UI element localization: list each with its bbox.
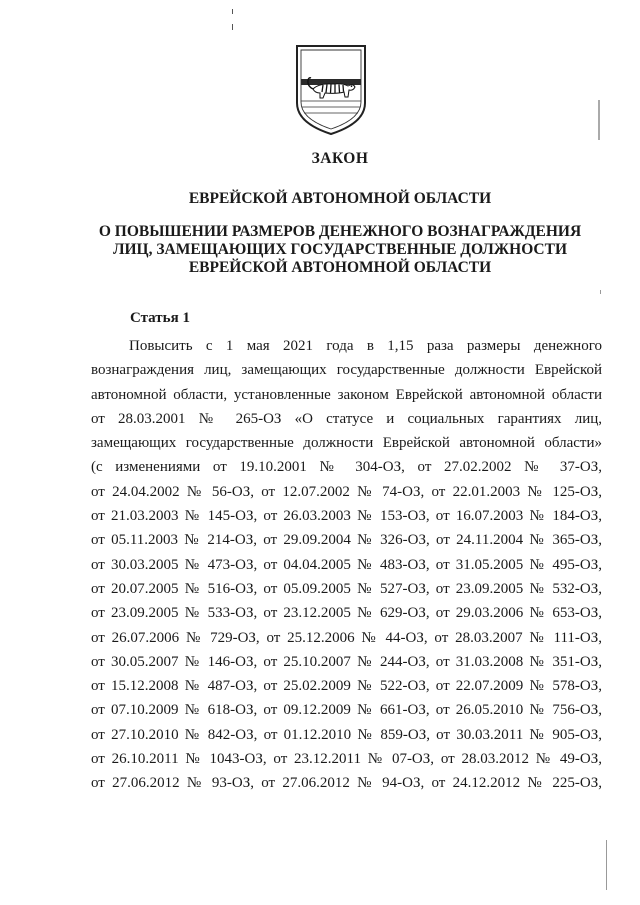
region-title: ЕВРЕЙСКОЙ АВТОНОМНОЙ ОБЛАСТИ xyxy=(188,190,492,207)
body-line: вознаграждения лиц, замещающих государственные должности Еврейской xyxy=(91,362,602,379)
body-line: от 15.12.2008 № 487-ОЗ, от 25.02.2009 № 522-ОЗ, от 22.07.2009 № 578-ОЗ, xyxy=(91,678,602,695)
subject-line: О ПОВЫШЕНИИ РАЗМЕРОВ ДЕНЕЖНОГО ВОЗНАГРАЖДЕНИЯ xyxy=(98,223,582,240)
subject-line: ЛИЦ, ЗАМЕЩАЮЩИХ ГОСУДАРСТВЕННЫЕ ДОЛЖНОСТИ xyxy=(112,241,568,258)
body-line: от 30.05.2007 № 146-ОЗ, от 25.10.2007 № 244-ОЗ, от 31.03.2008 № 351-ОЗ, xyxy=(91,653,602,670)
scan-artifact xyxy=(232,9,233,14)
body-line: от 27.10.2010 № 842-ОЗ, от 01.12.2010 № 859-ОЗ, от 30.03.2011 № 905-ОЗ, xyxy=(91,726,602,743)
body-line: Повысить с 1 мая 2021 года в 1,15 раза размеры денежного xyxy=(129,338,602,354)
body-line: от 30.03.2005 № 473-ОЗ, от 04.04.2005 № 483-ОЗ, от 31.05.2005 № 495-ОЗ, xyxy=(91,556,602,573)
body-line: от 26.10.2011 № 1043-ОЗ, от 23.12.2011 № 07-ОЗ, от 28.03.2012 № 49-ОЗ, xyxy=(91,751,602,768)
body-line: от 20.07.2005 № 516-ОЗ, от 05.09.2005 № 527-ОЗ, от 23.09.2005 № 532-ОЗ, xyxy=(91,580,602,597)
scan-artifact xyxy=(600,290,601,294)
body-line: от 07.10.2009 № 618-ОЗ, от 09.12.2009 № 661-ОЗ, от 26.05.2010 № 756-ОЗ, xyxy=(91,702,602,719)
coat-of-arms-tiger-icon xyxy=(293,43,369,137)
body-line: автономной области, установленные законом Еврейской автономной области xyxy=(91,386,602,403)
body-line: от 21.03.2003 № 145-ОЗ, от 26.03.2003 № 153-ОЗ, от 16.07.2003 № 184-ОЗ, xyxy=(91,508,602,525)
body-line: (с изменениями от 19.10.2001 № 304-ОЗ, от 27.02.2002 № 37-ОЗ, xyxy=(91,459,602,476)
scan-artifact xyxy=(232,24,233,30)
body-line: от 26.07.2006 № 729-ОЗ, от 25.12.2006 № 44-ОЗ, от 28.03.2007 № 111-ОЗ, xyxy=(91,629,602,646)
law-subject-title xyxy=(60,223,620,277)
scan-artifact xyxy=(598,100,600,140)
body-line: от 27.06.2012 № 93-ОЗ, от 27.06.2012 № 94-ОЗ, от 24.12.2012 № 225-ОЗ, xyxy=(91,775,602,792)
article-heading: Статья 1 xyxy=(130,310,190,326)
body-line: от 28.03.2001 № 265-ОЗ «О статусе и социальных гарантиях лиц, xyxy=(91,410,602,427)
body-line: от 24.04.2002 № 56-ОЗ, от 12.07.2002 № 74-ОЗ, от 22.01.2003 № 125-ОЗ, xyxy=(91,483,602,500)
body-line: от 05.11.2003 № 214-ОЗ, от 29.09.2004 № 326-ОЗ, от 24.11.2004 № 365-ОЗ, xyxy=(91,532,602,549)
article-body xyxy=(91,334,602,796)
scan-artifact xyxy=(606,840,607,890)
body-line: замещающих государственные должности Еврейской автономной области» xyxy=(91,435,602,452)
law-label: ЗАКОН xyxy=(311,150,369,167)
subject-line: ЕВРЕЙСКОЙ АВТОНОМНОЙ ОБЛАСТИ xyxy=(188,259,492,276)
body-line: от 23.09.2005 № 533-ОЗ, от 23.12.2005 № 629-ОЗ, от 29.03.2006 № 653-ОЗ, xyxy=(91,605,602,622)
